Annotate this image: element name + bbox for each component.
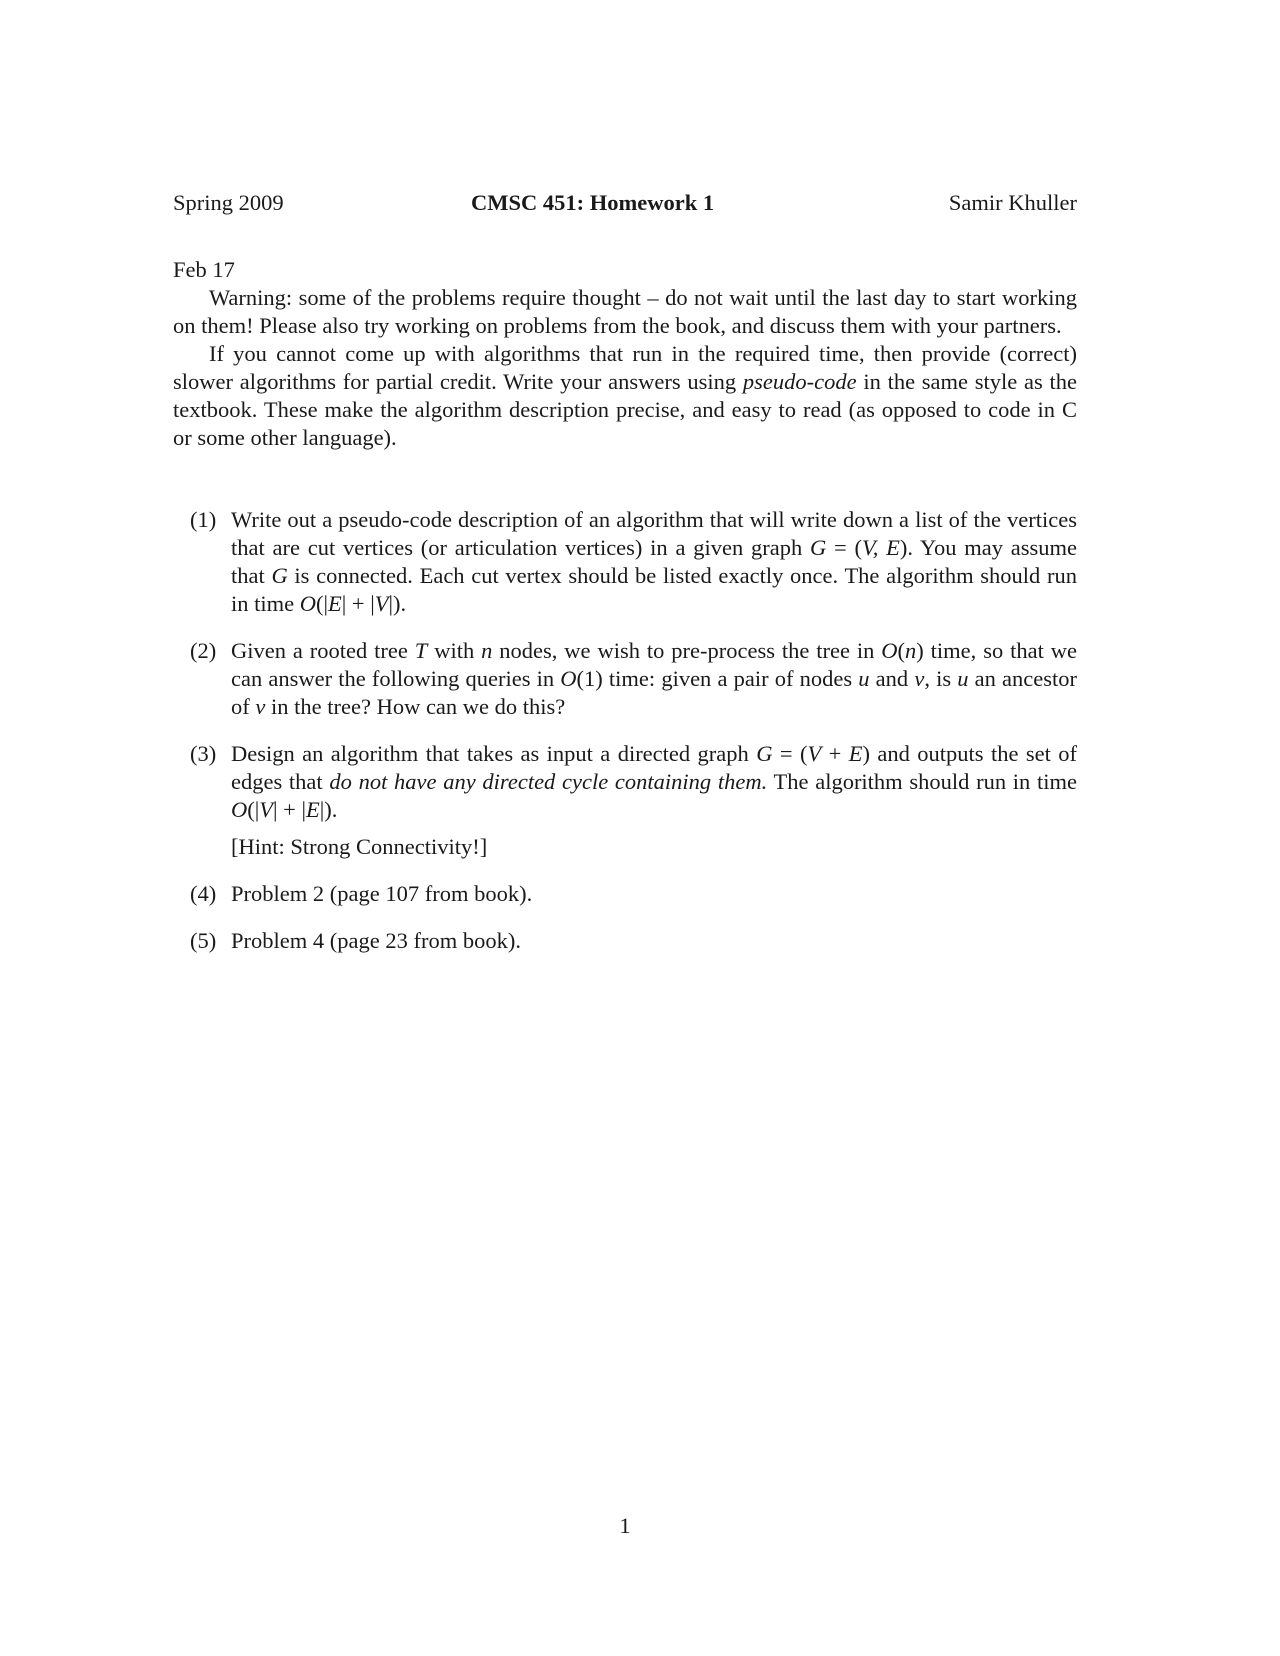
problem-number: (2)	[190, 638, 217, 663]
problem-text: Write out a pseudo-code description of an algorithm that will write down a list of the vertices that are cut vertices (or articulation vertices) in a given graph G = (V, E). You may assume that G is connected. Each cut vertex should be listed exactly once. The algorithm should run in time O(|E| + |V|).	[231, 507, 1077, 616]
problem-text: Problem 4 (page 23 from book).	[231, 928, 521, 953]
problem-text: Design an algorithm that takes as input a directed graph G = (V + E) and outputs the set of edges that do not have any directed cycle containing them. The algorithm should run in time O(|V| + |E|).	[231, 741, 1077, 822]
problem-text: Given a rooted tree T with n nodes, we wish to pre-process the tree in O(n) time, so that we can answer the following queries in O(1) time: given a pair of nodes u and v, is u an ancestor of v in the tree? How can we do this?	[231, 638, 1077, 719]
problem-item	[173, 506, 1077, 618]
due-date: Feb 17	[173, 257, 235, 282]
problem-number: (4)	[190, 881, 217, 906]
page-header	[173, 189, 1077, 219]
page-number: 1	[619, 1513, 631, 1538]
semester: Spring 2009	[173, 190, 284, 215]
warning-paragraph: Warning: some of the problems require thought – do not wait until the last day to start working on them! Please also try working on problems from the book, and discuss them with your partners.	[173, 285, 1077, 338]
problem-number: (1)	[190, 507, 217, 532]
problem-item	[173, 927, 1077, 955]
problem-number: (3)	[190, 741, 217, 766]
problem-item	[173, 880, 1077, 908]
instructor-name: Samir Khuller	[948, 190, 1077, 215]
document-title: CMSC 451: Homework 1	[471, 190, 715, 215]
problem-item	[173, 740, 1077, 861]
problem-number: (5)	[190, 928, 217, 953]
problem-list	[173, 506, 1077, 974]
document-page	[173, 0, 1077, 1656]
instructions-paragraph: If you cannot come up with algorithms that run in the required time, then provide (correct) slower algorithms for partial credit. Write your answers using pseudo-code in the same style as the textbook. These make the algorithm description precise, and easy to read (as opposed to code in C or some other language).	[173, 341, 1077, 450]
intro-section	[173, 284, 1077, 452]
problem-text: Problem 2 (page 107 from book).	[231, 881, 533, 906]
pseudo-code-emphasis: pseudo-code	[742, 369, 857, 394]
problem-hint: [Hint: Strong Connectivity!]	[231, 834, 488, 859]
problem-item	[173, 637, 1077, 721]
